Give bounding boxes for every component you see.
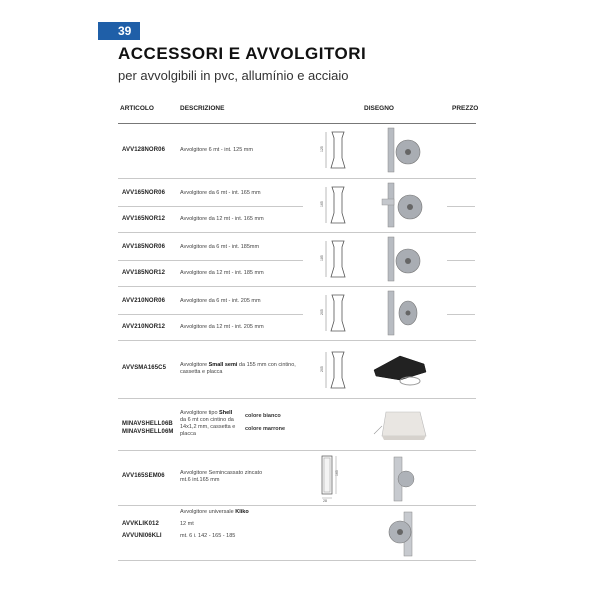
page-subtitle: per avvolgibili in pvc, allumínio e acciaio [118,68,349,83]
product-code: AVV185NOR06 [122,244,166,250]
row-separator [118,206,303,207]
product-code: AVVKLIK012 [122,521,159,527]
dimension-drawing [318,128,358,173]
product-code: AVVSMA165C5 [122,365,167,371]
row-separator [118,560,476,561]
product-description: Avvolgitore da 6 mt - int. 185mm [180,244,260,250]
color-option: colore bianco [245,413,281,419]
winder-image [380,289,430,337]
row-separator [118,232,476,233]
dimension-label: 205 [320,309,324,315]
dimension-drawing [318,183,358,228]
product-description: Avvolgitore Semincassato zincato mt.6 int.165 mm [180,470,263,483]
header-disegno: DISEGNO [364,105,394,112]
dimension-label: 165 [320,201,324,207]
product-code: AVV210NOR12 [122,324,166,330]
header-prezzo: PREZZO [452,105,479,112]
row-separator [118,314,303,315]
price-separator [447,206,475,207]
dimension-label: 28 [323,499,327,502]
winder-image [378,181,430,229]
product-description: mt. 6 i. 142 - 165 - 185 [180,533,236,539]
dimension-drawing [316,452,346,502]
product-description: Avvolgitore da 6 mt - int. 165 mm [180,190,261,196]
winder-image [380,510,430,558]
product-description: Avvolgitore da 12 mt - int. 185 mm [180,270,264,276]
table-header [118,103,479,124]
color-option: colore marrone [245,426,286,432]
product-code: AVV165NOR06 [122,190,166,196]
row-separator [118,340,476,341]
product-description: Avvolgitore da 12 mt - int. 205 mm [180,324,264,330]
product-code: AVVUNI06KLI [122,533,162,539]
product-description: Avvolgitore universale Kliko [180,509,249,515]
winder-image [370,350,434,390]
price-separator [447,314,475,315]
product-code: MINAVSHELL06B [122,421,173,427]
product-description: Avvolgitore da 6 mt - int. 205 mm [180,298,261,304]
product-code: AVV165NOR12 [122,216,166,222]
product-code: AVV165SEM06 [122,473,165,479]
winder-image [372,404,434,446]
dimension-label: 205 [320,366,324,372]
winder-image [384,455,424,503]
dimension-label: 165 [335,470,339,476]
dimension-label: 185 [320,255,324,261]
dimension-drawing [318,237,358,282]
row-separator [118,505,476,506]
product-code: AVV128NOR06 [122,147,166,153]
product-description: Avvolgitore Small semi da 155 mm con cintino, cassetta e placca [180,362,296,375]
dimension-drawing [318,291,358,336]
row-separator [118,398,476,399]
page-number-badge: 39 [98,22,140,40]
row-separator [118,450,476,451]
row-separator [118,286,476,287]
product-description: Avvolgitore tipo Shell da 6 mt con cintino da 14x1,2 mm, cassetta e placca [180,410,236,437]
product-code: AVV210NOR06 [122,298,166,304]
product-code: MINAVSHELL06M [122,429,174,435]
product-description: 12 mt [180,521,194,527]
winder-image [380,126,430,174]
header-descrizione: DESCRIZIONE [180,105,225,112]
product-description: Avvolgitore da 12 mt - int. 165 mm [180,216,264,222]
product-description: Avvolgitore 6 mt - int. 125 mm [180,147,253,153]
row-separator [118,260,303,261]
row-separator [118,178,476,179]
dimension-label: 125 [320,146,324,152]
page-title: ACCESSORI E AVVOLGITORI [118,44,367,63]
price-separator [447,260,475,261]
dimension-drawing [318,348,358,393]
winder-image [380,235,430,283]
header-articolo: ARTICOLO [120,105,154,112]
product-code: AVV185NOR12 [122,270,166,276]
